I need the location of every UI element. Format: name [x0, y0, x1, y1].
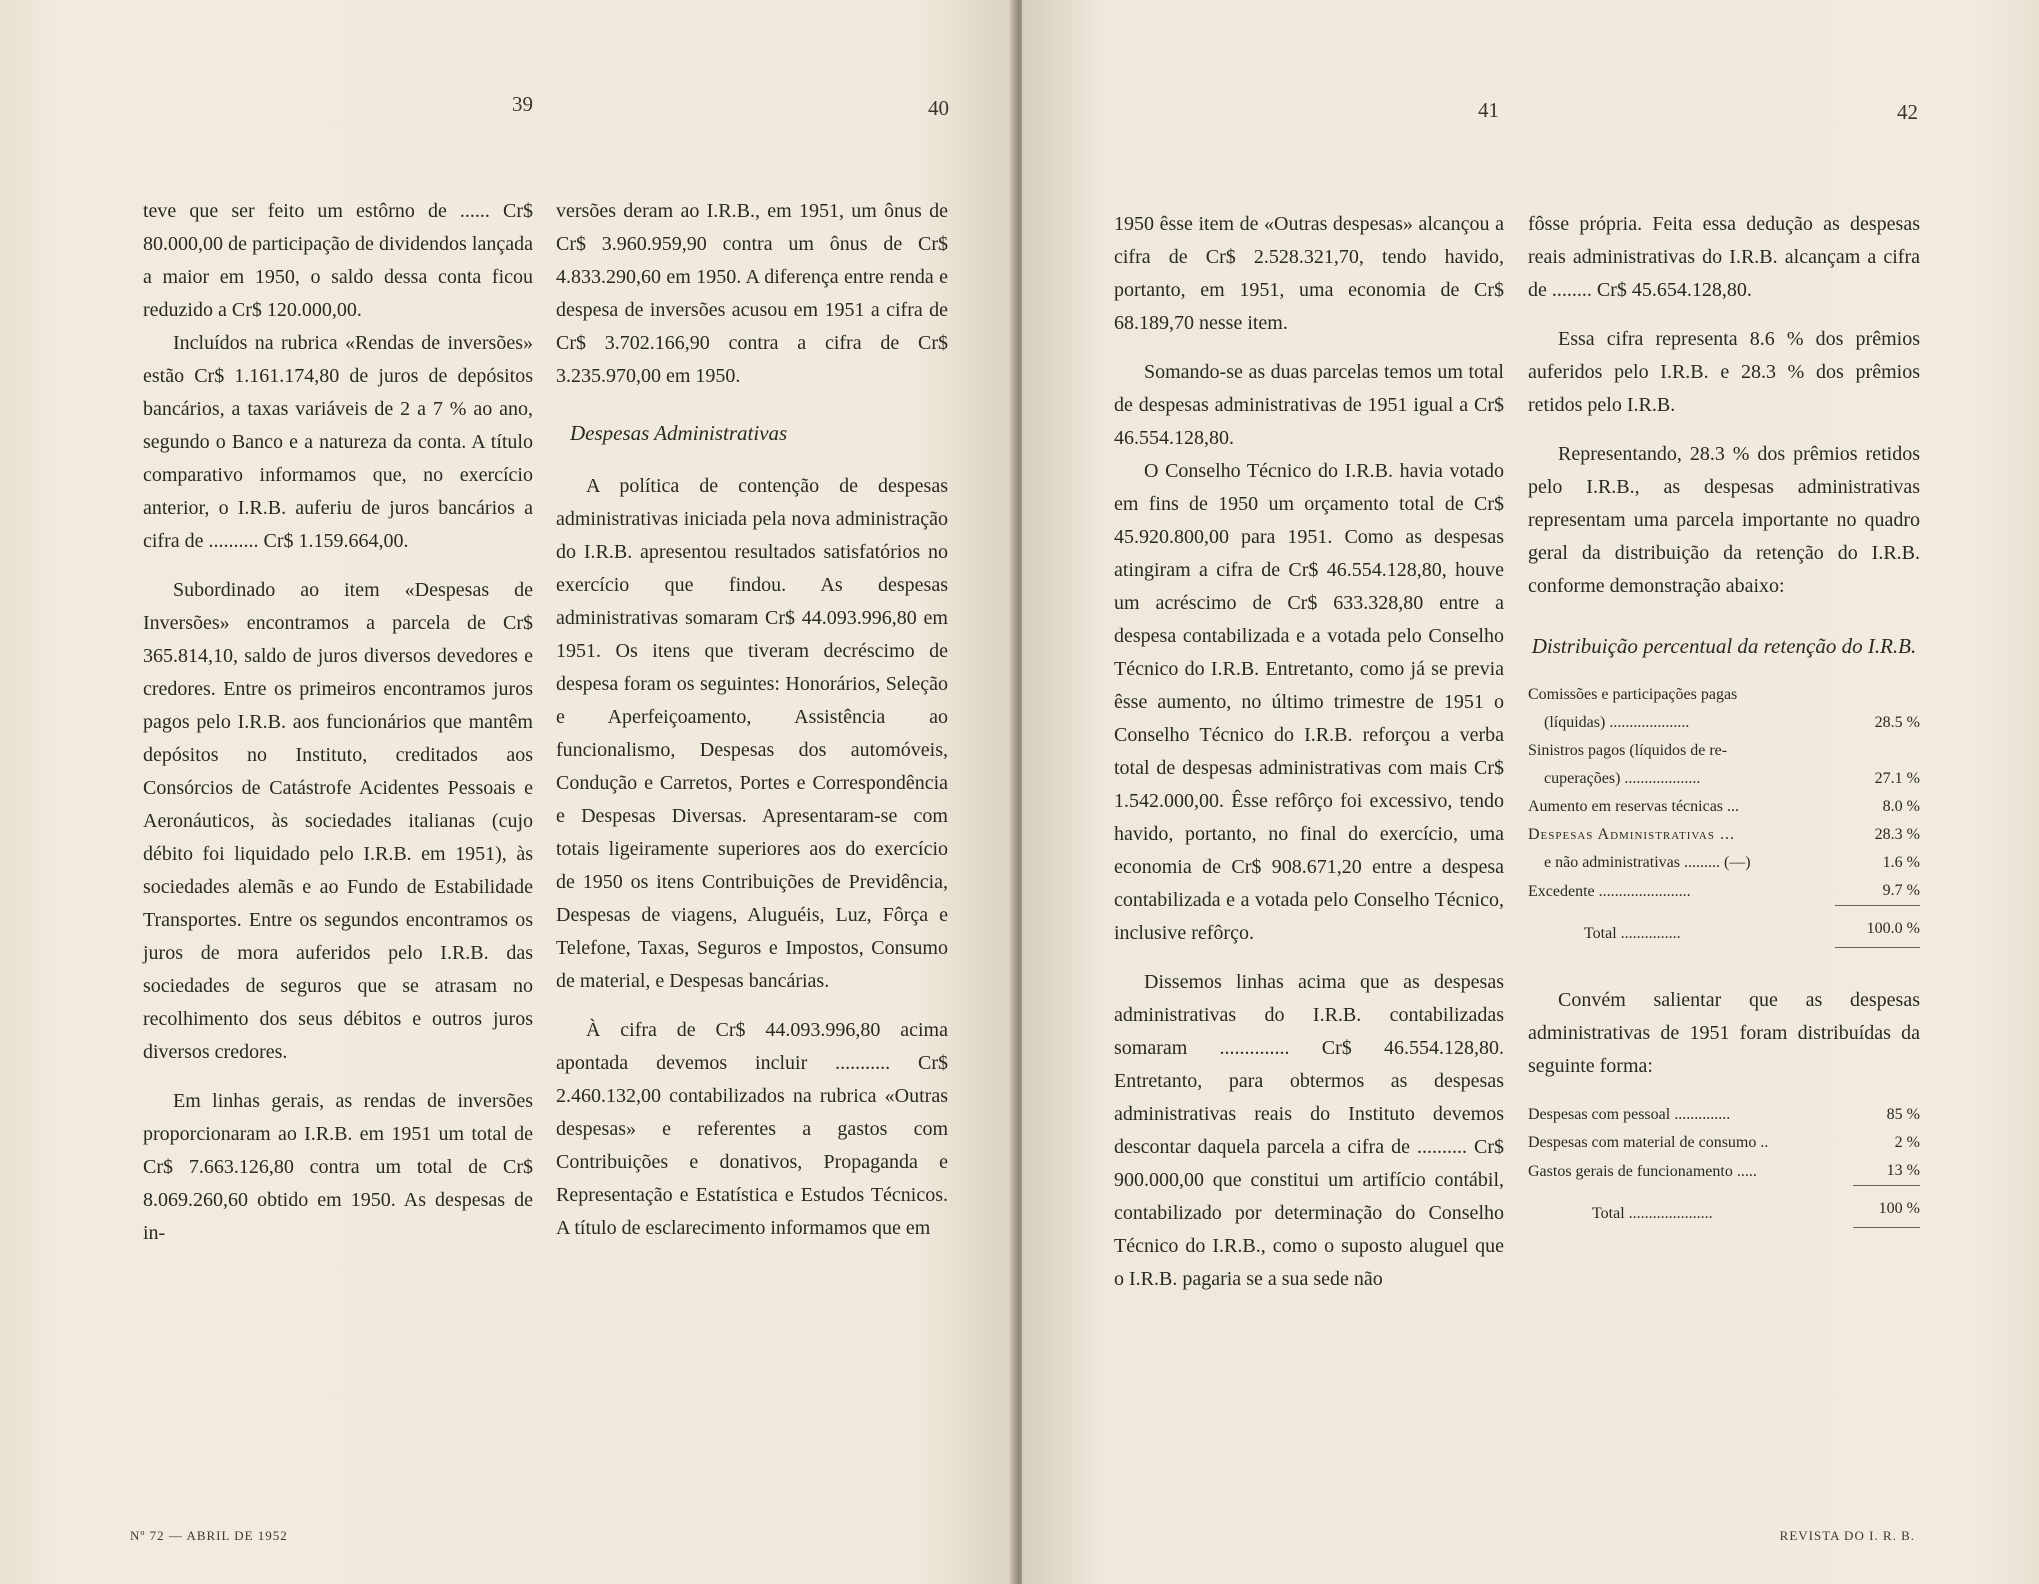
paragraph: À cifra de Cr$ 44.093.996,80 acima apontada devemos incluir ........... Cr$ 2.460.132,00 contabilizados na rubrica «Outras despesas» e referentes a gastos com Contribuições e donativos, Propaganda e Representação e Estatística e Estudos Técnicos. A título de esclarecimento informamos que em [556, 1019, 948, 1239]
total-value: 100 % [1853, 1186, 1920, 1228]
paragraph: Dissemos linhas acima que as despesas administrativas do I.R.B. contabilizadas somaram .............. Cr$ 46.554.128,80. Entretanto, para obtermos as despesas administrativas reais do Instituto devemos descontar daquela parcela a cifra de .......... Cr$ 900.000,00 que constitui um artifício contábil, contabilizado por determinação do Conselho Técnico do I.R.B., como o suposto aluguel que o I.R.B. pagaria se a sua sede não [1114, 971, 1504, 1290]
table-row [1528, 1101, 1920, 1129]
table-row [1528, 849, 1920, 877]
row-label: Despesas Administrativas ... [1528, 826, 1735, 843]
row-label: Comissões e participações pagas [1528, 686, 1738, 703]
table-total-row [1528, 906, 1920, 948]
retention-distribution-table [1528, 681, 1920, 948]
table-row [1528, 793, 1920, 821]
column-page-42 [1528, 208, 1920, 1228]
table-row [1528, 737, 1920, 765]
paragraph: Subordinado ao item «Despesas de Inversões» encontramos a parcela de Cr$ 365.814,10, saldo de juros diversos devedores e credores. Entre os primeiros encontramos juros pagos pelo I.R.B. aos funcionários que mantêm depósitos no Instituto, creditados aos Consórcios de Catástrofe Acidentes Pessoais e Aeronáuticos, às sociedades italianas (cujo débito foi liquidado pelo I.R.B. em 1951), às sociedades alemãs e ao Fundo de Estabilidade Transportes. Entre os segundos encontramos os juros de mora auferidos pelo I.R.B. das sociedades de seguros que se atrasam no recolhimento dos seus débitos e outros juros diversos credores. [143, 579, 533, 1063]
row-value: 27.1 % [1874, 770, 1920, 787]
section-heading: Despesas Administrativas [570, 421, 788, 445]
page-number-40: 40 [928, 96, 949, 120]
page-number-42: 42 [1897, 100, 1918, 124]
row-value: 9.7 % [1882, 882, 1920, 899]
row-label: Excedente ....................... [1528, 882, 1691, 900]
row-label: Despesas com pessoal .............. [1528, 1106, 1731, 1123]
paragraph: O Conselho Técnico do I.R.B. havia votado em fins de 1950 um orçamento total de Cr$ 45.920.800,00 para 1951. Como as despesas atingiram a cifra de Cr$ 46.554.128,80, houve um acréscimo de Cr$ 633.328,80 entre a despesa contabilizada e a votada pelo Conselho Técnico do I.R.B. Entretanto, como já se previa êsse aumento, no último trimestre de 1951 o Conselho Técnico do I.R.B. reforçou a verba total de despesas administrativas com mais Cr$ 1.542.000,00. Êsse refôrço foi excessivo, tendo havido, portanto, no final do exercício, uma economia de Cr$ 908.671,20 entre a despesa contabilizada e a votada pelo Conselho Técnico, inclusive refôrço. [1114, 460, 1504, 944]
row-value: 13 % [1886, 1162, 1920, 1179]
table-total-row [1528, 1186, 1920, 1228]
table-title: Distribuição percentual da retenção do I.R.B. [1531, 634, 1917, 658]
table-row [1528, 765, 1920, 793]
paragraph: Somando-se as duas parcelas temos um total de despesas administrativas de 1951 igual a Cr$ 46.554.128,80. [1114, 361, 1504, 449]
right-page [1022, 0, 2039, 1584]
table-row [1528, 821, 1920, 849]
row-label: e não administrativas ......... (—) [1544, 854, 1751, 871]
paragraph: Em linhas gerais, as rendas de inversões proporcionaram ao I.R.B. em 1951 um total de Cr$ 7.663.126,80 contra um total de Cr$ 8.069.260,60 obtido em 1950. As despesas de in- [143, 1090, 533, 1244]
left-page [0, 0, 1018, 1584]
paragraph: versões deram ao I.R.B., em 1951, um ônus de Cr$ 3.960.959,90 contra um ônus de Cr$ 4.833.290,60 em 1950. A diferença entre renda e despesa de inversões acusou em 1951 a cifra de Cr$ 3.702.166,90 contra a cifra de Cr$ 3.235.970,00 em 1950. [556, 200, 948, 387]
paragraph: Incluídos na rubrica «Rendas de inversões» estão Cr$ 1.161.174,80 de juros de depósitos bancários, a taxas variáveis de 2 a 7 % ao ano, segundo o Banco e a natureza da conta. A título comparativo informamos que, no exercício anterior, o I.R.B. auferiu de juros bancários a cifra de .......... Cr$ 1.159.664,00. [143, 332, 533, 552]
paragraph: Representando, 28.3 % dos prêmios retidos pelo I.R.B., as despesas administrativas representam uma parcela importante no quadro geral da distribuição da retenção do I.R.B. conforme demonstração abaixo: [1528, 443, 1920, 597]
row-value: 85 % [1886, 1106, 1920, 1123]
row-label: Sinistros pagos (líquidos de re- [1528, 742, 1728, 759]
table-row [1528, 1129, 1920, 1157]
row-value [1835, 681, 1920, 709]
column-page-39 [143, 195, 533, 1250]
paragraph: Essa cifra representa 8.6 % dos prêmios auferidos pelo I.R.B. e 28.3 % dos prêmios retidos pelo I.R.B. [1528, 328, 1920, 416]
row-value: 8.0 % [1882, 798, 1920, 815]
total-value: 100.0 % [1835, 906, 1920, 948]
row-label: Gastos gerais de funcionamento ..... [1528, 1162, 1757, 1180]
page-number-41: 41 [1478, 98, 1499, 122]
table-row [1528, 681, 1920, 709]
paragraph: 1950 êsse item de «Outras despesas» alcançou a cifra de Cr$ 2.528.321,70, tendo havido, portanto, em 1951, uma economia de Cr$ 68.189,70 nesse item. [1114, 213, 1504, 334]
total-label: Total ..................... [1592, 1204, 1713, 1222]
table-row [1528, 709, 1920, 737]
paragraph: A política de contenção de despesas administrativas iniciada pela nova administração do I.R.B. apresentou resultados satisfatórios no exercício que findou. As despesas administrativas somaram Cr$ 44.093.996,80 em 1951. Os itens que tiveram decréscimo de despesa foram os seguintes: Honorários, Seleção e Aperfeiçoamento, Assistência ao funcionalismo, Despesas dos automóveis, Condução e Carretos, Portes e Correspondência e Despesas Diversas. Apresentaram-se com totais ligeiramente superiores aos do exercício de 1950 os itens Contribuições de Previdência, Despesas de viagens, Aluguéis, Luz, Fôrça e Telefone, Taxas, Seguros e Impostos, Consumo de material, e Despesas bancárias. [556, 475, 948, 992]
total-label: Total ............... [1584, 924, 1681, 942]
row-value [1835, 737, 1920, 765]
row-value: 2 % [1894, 1134, 1920, 1151]
row-label: Aumento em reservas técnicas ... [1528, 798, 1740, 815]
paragraph: fôsse própria. Feita essa dedução as despesas reais administrativas do I.R.B. alcançam a cifra de ........ Cr$ 45.654.128,80. [1528, 213, 1920, 301]
row-value: 1.6 % [1882, 854, 1920, 871]
page-number-39: 39 [512, 92, 533, 116]
footer-magazine: REVISTA DO I. R. B. [1779, 1528, 1915, 1543]
row-label: cuperações) ................... [1544, 770, 1701, 787]
table-row [1528, 1157, 1920, 1186]
column-page-40 [556, 195, 948, 1245]
column-page-41 [1114, 208, 1504, 1296]
paragraph: Convém salientar que as despesas administrativas de 1951 foram distribuídas da seguinte forma: [1528, 989, 1920, 1077]
row-value: 28.5 % [1874, 714, 1920, 731]
paragraph: teve que ser feito um estôrno de ...... Cr$ 80.000,00 de participação de dividendos lançada a maior em 1950, o saldo dessa conta ficou reduzido a Cr$ 120.000,00. [143, 200, 533, 321]
table-row [1528, 877, 1920, 906]
row-value: 28.3 % [1874, 826, 1920, 843]
footer-issue: Nº 72 — ABRIL DE 1952 [130, 1528, 288, 1543]
row-label: (líquidas) .................... [1544, 714, 1690, 731]
row-label: Despesas com material de consumo .. [1528, 1134, 1769, 1151]
admin-expenses-table [1528, 1101, 1920, 1228]
